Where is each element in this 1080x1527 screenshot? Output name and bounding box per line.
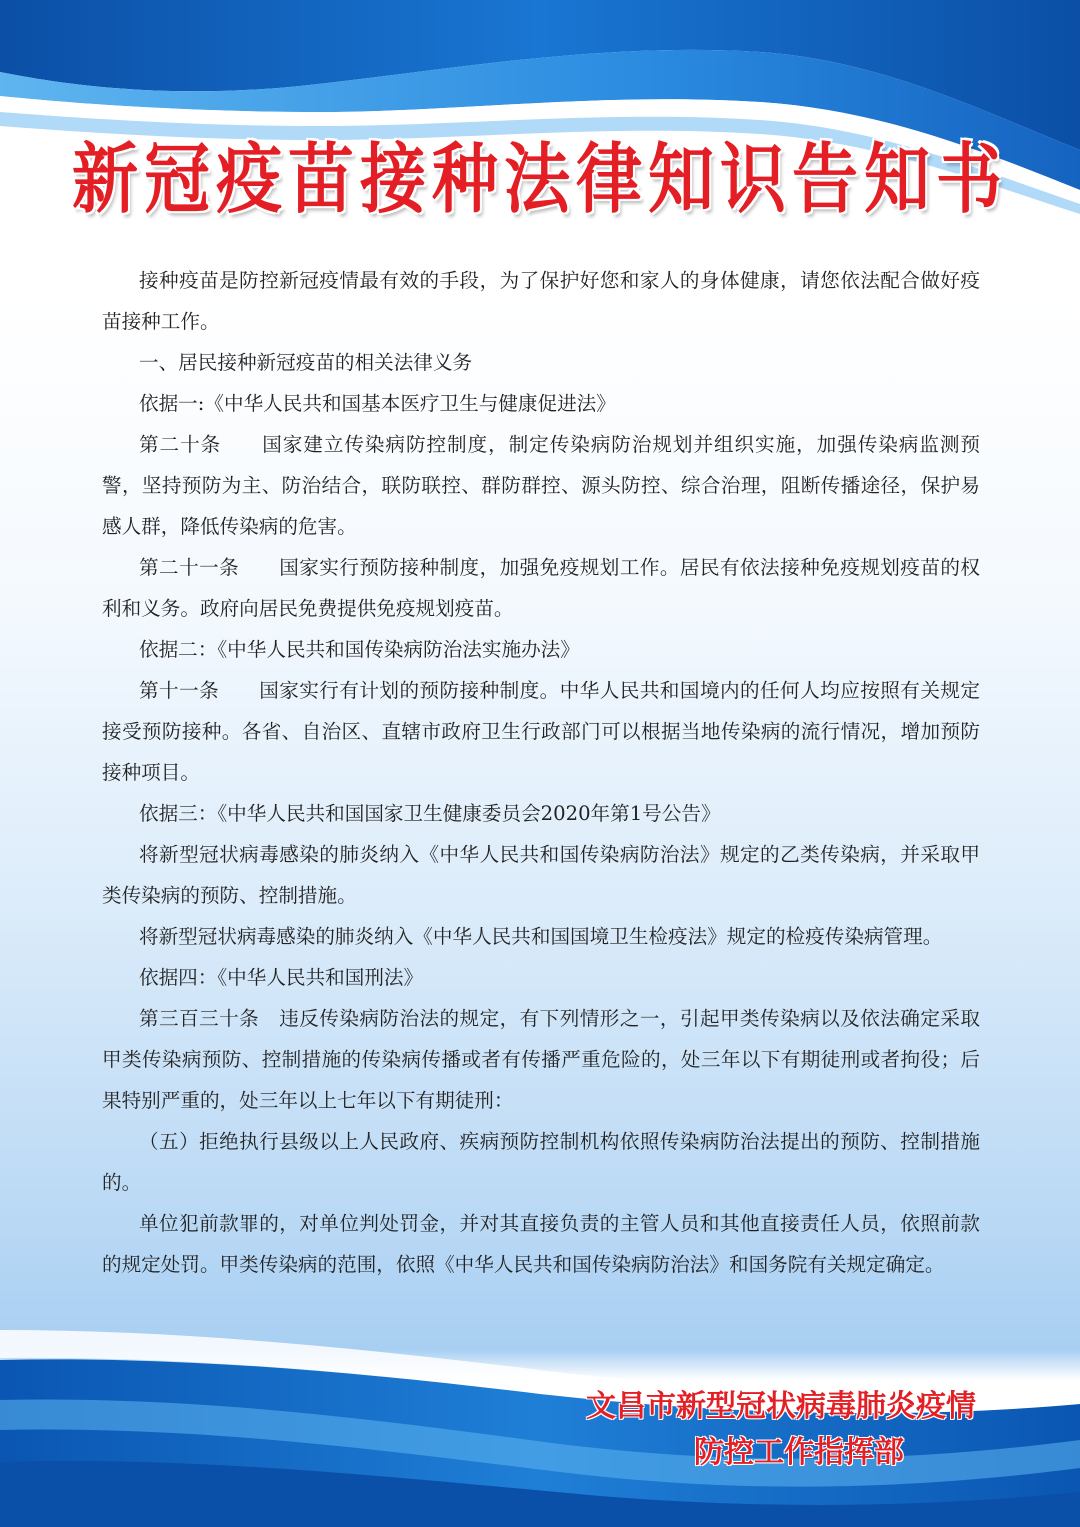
basis-three-heading: 依据三：《中华人民共和国国家卫生健康委员会2020年第1号公告》 bbox=[139, 802, 721, 825]
announcement-paragraph-1: 将新型冠状病毒感染的肺炎纳入《中华人民共和国传染病防治法》规定的乙类传染病，并采取甲类传染病的预防、控制措施。 bbox=[102, 843, 980, 907]
page-title: 新冠疫苗接种法律知识告知书 bbox=[72, 135, 1008, 224]
basis-two-heading: 依据二：《中华人民共和国传染病防治法实施办法》 bbox=[139, 638, 580, 661]
organization-line-1: 文昌市新型冠状病毒肺炎疫情 bbox=[586, 1389, 976, 1424]
issuing-organization bbox=[586, 1384, 976, 1476]
notice-body bbox=[102, 260, 980, 1285]
item-five-paragraph: （五）拒绝执行县级以上人民政府、疾病预防控制机构依照传染病防治法提出的预防、控制措施的。 bbox=[102, 1130, 980, 1194]
article-330-paragraph: 第三百三十条 违反传染病防治法的规定，有下列情形之一，引起甲类传染病以及依法确定采取甲类传染病预防、控制措施的传染病传播或者有传播严重危险的，处三年以下有期徒刑或者拘役；后果特别严重的，处三年以上七年以下有期徒刑： bbox=[102, 1007, 980, 1112]
organization-line-2: 防控工作指挥部 bbox=[694, 1435, 904, 1470]
basis-one-heading: 依据一:《中华人民共和国基本医疗卫生与健康促进法》 bbox=[139, 392, 616, 415]
section-heading: 一、居民接种新冠疫苗的相关法律义务 bbox=[139, 351, 473, 374]
unit-crime-paragraph: 单位犯前款罪的，对单位判处罚金，并对其直接负责的主管人员和其他直接责任人员，依照前款的规定处罚。甲类传染病的范围，依照《中华人民共和国传染病防治法》和国务院有关规定确定。 bbox=[102, 1212, 980, 1276]
intro-paragraph: 接种疫苗是防控新冠疫情最有效的手段，为了保护好您和家人的身体健康，请您依法配合做好疫苗接种工作。 bbox=[102, 269, 980, 333]
article-21-paragraph: 第二十一条 国家实行预防接种制度，加强免疫规划工作。居民有依法接种免疫规划疫苗的权利和义务。政府向居民免费提供免疫规划疫苗。 bbox=[102, 556, 980, 620]
article-20-paragraph: 第二十条 国家建立传染病防控制度，制定传染病防治规划并组织实施，加强传染病监测预警，坚持预防为主、防治结合，联防联控、群防群控、源头防控、综合治理，阻断传播途径，保护易感人群，降低传染病的危害。 bbox=[102, 433, 980, 538]
basis-four-heading: 依据四：《中华人民共和国刑法》 bbox=[139, 966, 424, 989]
announcement-paragraph-2: 将新型冠状病毒感染的肺炎纳入《中华人民共和国国境卫生检疫法》规定的检疫传染病管理。 bbox=[139, 925, 943, 948]
article-11-paragraph: 第十一条 国家实行有计划的预防接种制度。中华人民共和国境内的任何人均应按照有关规定接受预防接种。各省、自治区、直辖市政府卫生行政部门可以根据当地传染病的流行情况，增加预防接种项目。 bbox=[102, 679, 980, 784]
